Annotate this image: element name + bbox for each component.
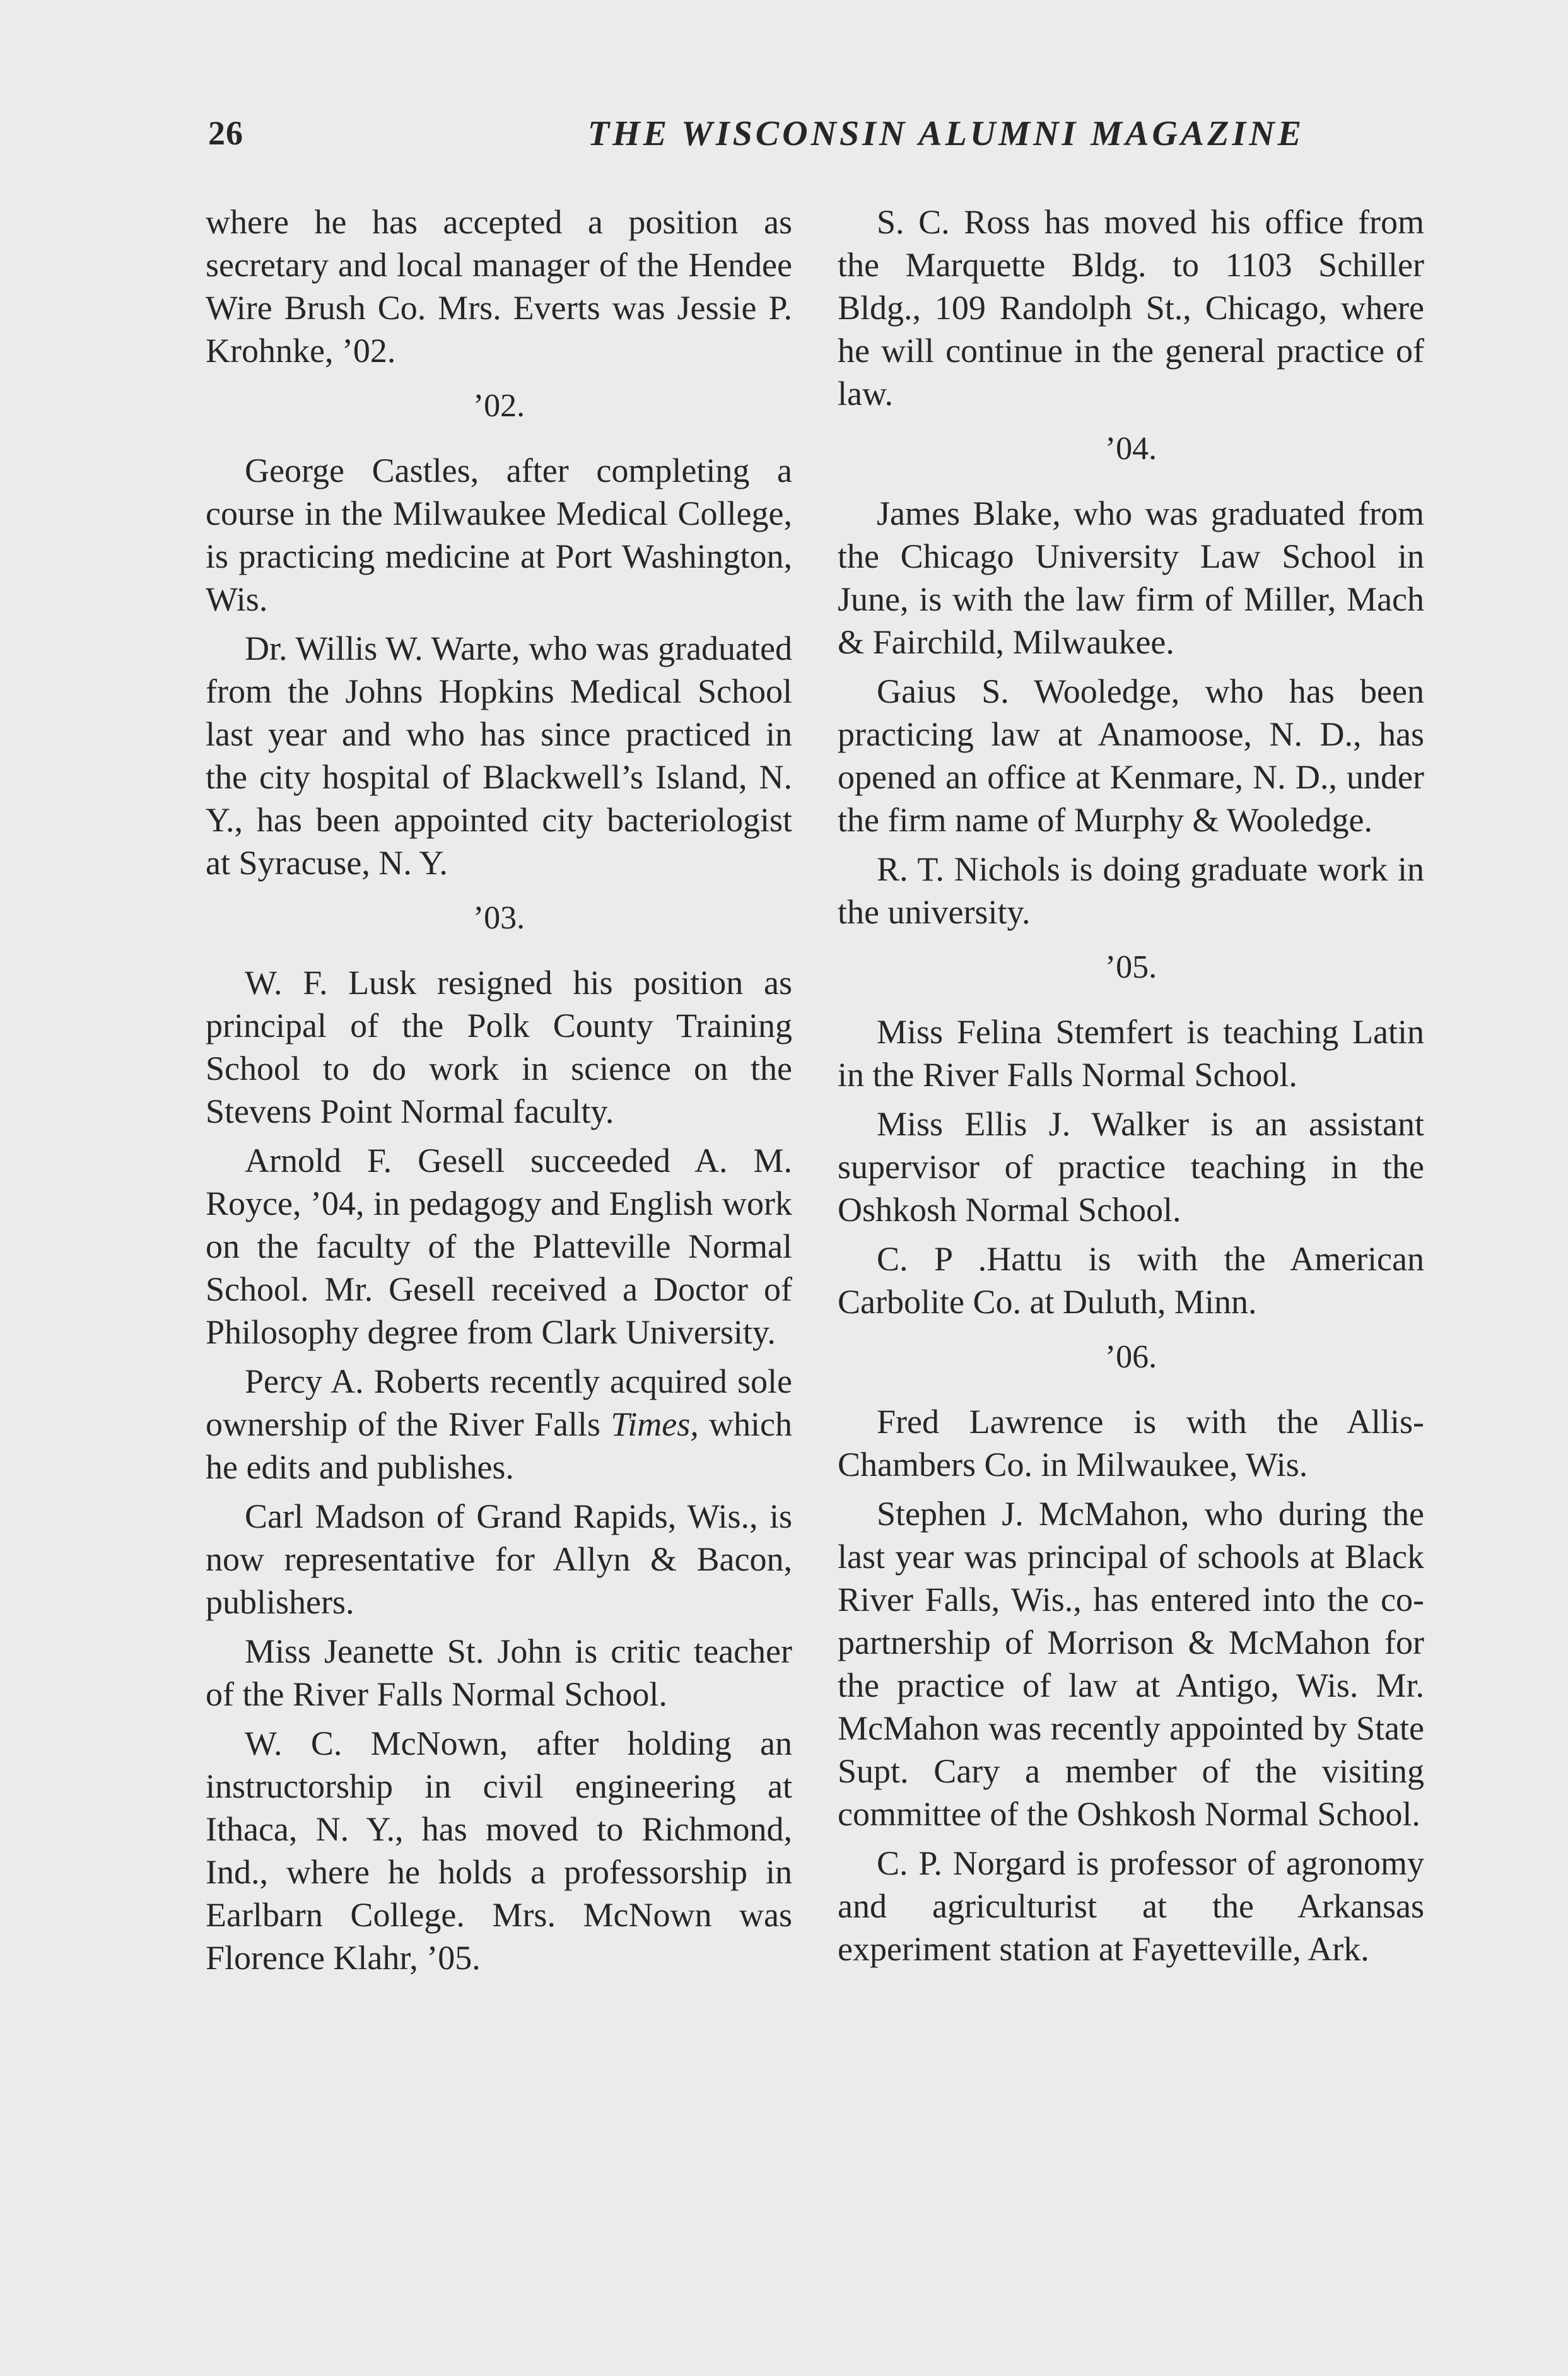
paragraph-continued: where he has accepted a position as secretary and local manager of the Hendee Wire Brush Co. Mrs. Everts was Jessie P. Krohnke, ’02. xyxy=(206,203,792,370)
left-column xyxy=(206,201,792,1986)
paragraph-lawrence: Fred Lawrence is with the Allis-Chambers Co. in Milwaukee, Wis. xyxy=(838,1403,1424,1484)
page-number: 26 xyxy=(208,114,243,152)
class-heading-03: ’03. xyxy=(472,900,525,936)
paragraph-mcnown: W. C. McNown, after holding an instructorship in civil engineering at Ithaca, N. Y., has moved to Richmond, Ind., where he holds a professorship in Earlbarn College. Mrs. McNown was Florence Klahr, ’05. xyxy=(206,1724,792,1977)
paragraph-warte: Dr. Willis W. Warte, who was graduated from the Johns Hopkins Medical School last year and who has since practiced in the city hospital of Blackwell’s Island, N. Y., has been appointed city bacteriologist at Syracuse, N. Y. xyxy=(206,629,792,882)
running-title: THE WISCONSIN ALUMNI MAGAZINE xyxy=(587,114,1305,153)
class-heading-04: ’04. xyxy=(1104,431,1157,467)
paragraph-norgard: C. P. Norgard is professor of agronomy and agriculturist at the Arkansas experiment station at Fayetteville, Ark. xyxy=(838,1844,1424,1968)
paragraph-lusk: W. F. Lusk resigned his position as principal of the Polk County Training School to do work in science on the Stevens Point Normal faculty. xyxy=(206,964,792,1130)
paragraph-roberts xyxy=(206,1360,792,1489)
paragraph-walker: Miss Ellis J. Walker is an assistant supervisor of practice teaching in the Oshkosh Normal School. xyxy=(838,1105,1424,1229)
roberts-text-b: which he edits and publishes. xyxy=(206,1405,792,1486)
paragraph-madson: Carl Madson of Grand Rapids, Wis., is now representative for Allyn & Bacon, publishers. xyxy=(206,1497,792,1621)
class-heading-06: ’06. xyxy=(1104,1339,1157,1375)
newspaper-title: Times, xyxy=(611,1405,699,1443)
page-header xyxy=(208,114,1457,170)
class-heading-02: ’02. xyxy=(472,388,525,424)
paragraph-nichols: R. T. Nichols is doing graduate work in the university. xyxy=(838,850,1424,931)
paragraph-mcmahon: Stephen J. McMahon, who during the last year was principal of schools at Black River Falls, Wis., has entered into the co-partnership of Morrison & McMahon for the practice of law at Antigo, Wis. Mr. McMahon was recently appointed by State Supt. Cary a member of the visiting committee of the Oshkosh Normal School. xyxy=(838,1495,1424,1833)
paragraph-wooledge: Gaius S. Wooledge, who has been practicing law at Anamoose, N. D., has opened an office at Kenmare, N. D., under the firm name of Murphy & Wooledge. xyxy=(838,672,1424,839)
right-column xyxy=(838,201,1424,1977)
roberts-text-a: Percy A. Roberts recently acquired sole ownership of the River Falls xyxy=(206,1362,792,1443)
paragraph-ross: S. C. Ross has moved his office from the Marquette Bldg. to 1103 Schiller Bldg., 109 Randolph St., Chicago, where he will continue in the general practice of law. xyxy=(838,203,1424,413)
paragraph-stemfert: Miss Felina Stemfert is teaching Latin in the River Falls Normal School. xyxy=(838,1013,1424,1094)
paragraph-hattu: C. P .Hattu is with the American Carbolite Co. at Duluth, Minn. xyxy=(838,1240,1424,1321)
paragraph-blake: James Blake, who was graduated from the Chicago University Law School in June, is with the law firm of Miller, Mach & Fairchild, Milwaukee. xyxy=(838,495,1424,661)
class-heading-05: ’05. xyxy=(1104,949,1157,985)
paragraph-john: Miss Jeanette St. John is critic teacher of the River Falls Normal School. xyxy=(206,1632,792,1713)
paragraph-gesell: Arnold F. Gesell succeeded A. M. Royce, ’04, in pedagogy and English work on the faculty of the Platteville Normal School. Mr. Gesell received a Doctor of Philosophy degree from Clark University. xyxy=(206,1142,792,1351)
paragraph-castles: George Castles, after completing a course in the Milwaukee Medical College, is practicing medicine at Port Washington, Wis. xyxy=(206,452,792,618)
